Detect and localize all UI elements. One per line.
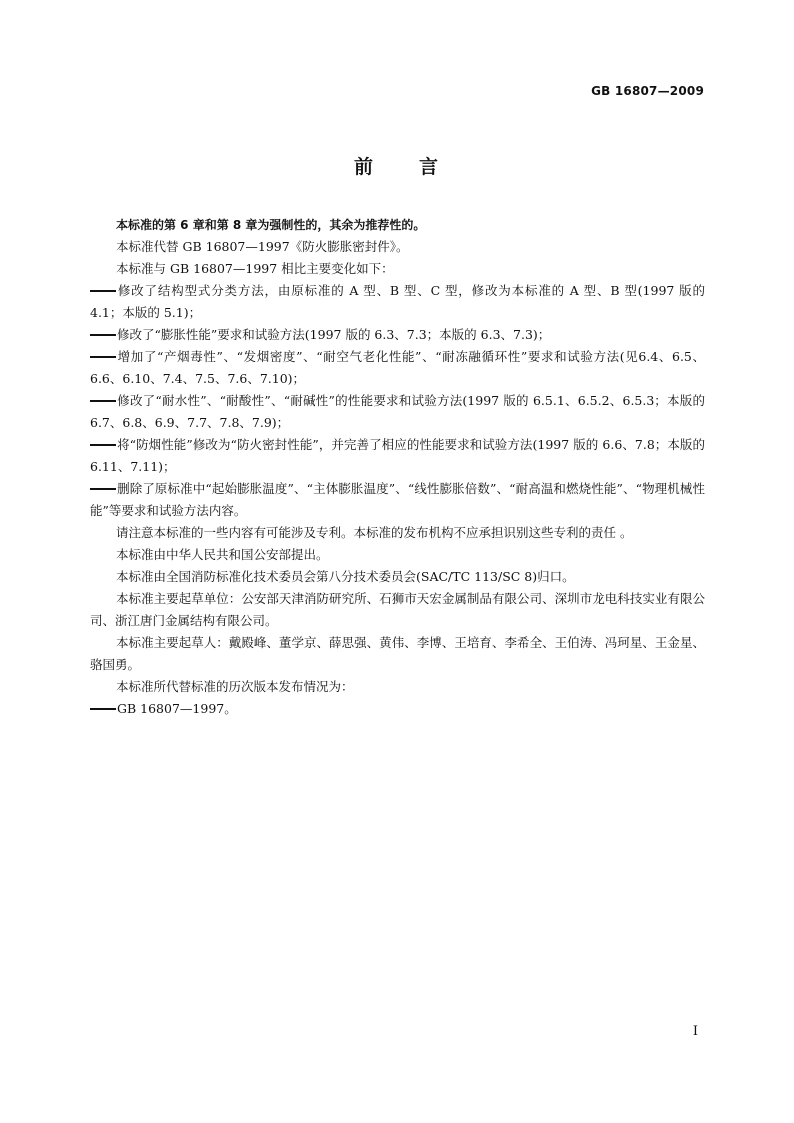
standard-code: GB 16807—2009 <box>591 84 704 98</box>
change-item-2 <box>90 324 705 346</box>
mandatory-statement: 本标准的第 6 章和第 8 章为强制性的，其余为推荐性的。 <box>116 218 426 232</box>
history-text: GB 16807—1997。 <box>117 701 237 716</box>
change-text: 修改了结构型式分类方法，由原标准的 A 型、B 型、C 型，修改为本标准的 A 型、B 型(1997 版的 4.1；本版的 5.1)； <box>90 283 705 320</box>
dash-mark <box>90 334 116 336</box>
dash-mark <box>90 400 116 402</box>
page-title <box>0 152 794 179</box>
change-item-6 <box>90 478 705 522</box>
change-text: 将“防烟性能”修改为“防火密封性能”，并完善了相应的性能要求和试验方法(1997 版的 6.6、7.8；本版的 6.11、7.11)； <box>90 437 705 474</box>
changes-intro: 本标准与 GB 16807—1997 相比主要变化如下： <box>116 261 394 276</box>
change-item-4 <box>90 390 705 434</box>
dash-mark <box>90 444 116 446</box>
change-item-3 <box>90 346 705 390</box>
history-item-1 <box>90 698 705 720</box>
dash-mark <box>90 290 116 292</box>
title-char-1: 前 <box>353 156 375 178</box>
change-item-1 <box>90 280 705 324</box>
dash-mark <box>90 708 116 710</box>
patent-notice: 请注意本标准的一些内容有可能涉及专利。本标准的发布机构不应承担识别这些专利的责任 。 <box>116 525 633 540</box>
dash-mark <box>90 356 116 358</box>
change-item-5 <box>90 434 705 478</box>
replaces-statement: 本标准代替 GB 16807—1997《防火膨胀密封件》。 <box>116 239 409 254</box>
committee-statement: 本标准由全国消防标准化技术委员会第八分技术委员会(SAC/TC 113/SC 8)归口。 <box>116 569 575 584</box>
drafters: 本标准主要起草人：戴殿峰、董学京、薛思强、黄伟、李博、王培育、李希全、王伯涛、冯珂星、王金星、骆国勇。 <box>90 635 705 672</box>
foreword-body <box>90 214 705 720</box>
page-number: I <box>692 1024 698 1039</box>
change-text: 修改了“膨胀性能”要求和试验方法(1997 版的 6.3、7.3；本版的 6.3、7.3)； <box>117 327 551 342</box>
history-intro: 本标准所代替标准的历次版本发布情况为： <box>116 679 354 694</box>
proposer-statement: 本标准由中华人民共和国公安部提出。 <box>116 547 329 562</box>
change-text: 修改了“耐水性”、“耐酸性”、“耐碱性”的性能要求和试验方法(1997 版的 6.5.1、6.5.2、6.5.3；本版的 6.7、6.8、6.9、7.7、7.8、7.9)； <box>90 393 705 430</box>
change-text: 增加了“产烟毒性”、“发烟密度”、“耐空气老化性能”、“耐冻融循环性”要求和试验方法(见6.4、6.5、6.6、6.10、7.4、7.5、7.6、7.10)； <box>90 349 705 386</box>
title-char-2: 言 <box>419 156 441 178</box>
change-text: 删除了原标准中“起始膨胀温度”、“主体膨胀温度”、“线性膨胀倍数”、“耐高温和燃烧性能”、“物理机械性能”等要求和试验方法内容。 <box>90 481 705 518</box>
dash-mark <box>90 488 116 490</box>
drafting-units: 本标准主要起草单位：公安部天津消防研究所、石狮市天宏金属制品有限公司、深圳市龙电科技实业有限公司、浙江唐门金属结构有限公司。 <box>90 591 705 628</box>
